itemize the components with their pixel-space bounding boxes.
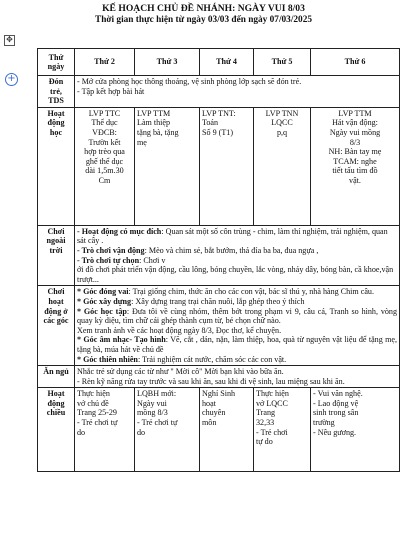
row-hoat-dong-hoc [38, 107, 400, 225]
muc-dich-line [77, 227, 397, 246]
chieu-cell-thu: Thực hiện vở LQCC Trang 32,33 - Trẻ chơi tự do [254, 388, 311, 472]
row-label-an-ngu: Ăn ngủ [38, 366, 75, 388]
goc-hoc-tap [77, 307, 397, 326]
row-choi-ngoai-troi [38, 225, 400, 286]
hoc-cell-tue: LVP TTM Làm thiệp tặng bà, tặng mẹ [135, 107, 200, 225]
van-dong-title: - Trò chơi vận động [77, 245, 145, 255]
table-move-handle-icon[interactable]: ✥ [4, 35, 15, 46]
page-subtitle: Thời gian thực hiện từ ngày 03/03 đến ngày 07/03/2025 [95, 15, 312, 25]
hoc-cell-thu: LVP TNN LQCC p,q [254, 107, 311, 225]
day-header-wed: Thứ 4 [200, 49, 254, 76]
goc-dong-vai-title: * Góc đóng vai [77, 287, 129, 297]
goc-xay-dung-text: : Xây dựng trang trại chăn nuôi, lắp ghép theo ý thích [131, 296, 305, 306]
hoc-cell-mon: LVP TTC Thể dục VĐCB: Trườn kết hợp trèo qua ghế thể dục dài 1,5m.30 Cm [75, 107, 135, 225]
choi-ngoai-troi-content [75, 225, 400, 286]
row-don-tre [38, 76, 400, 108]
hoc-cell-fri: LVP TTM Hát vận động: Ngày vui mồng 8/3 NH: Bàn tay mẹ TCAM: nghe tiết tấu tìm đồ vật. [311, 107, 400, 225]
muc-dich-text: : Quan sát một số côn trùng - chim, làm thí nghiệm, trải nghiệm, quan sát cây . [77, 226, 388, 246]
choi-goc-content [75, 286, 400, 366]
schedule-table [37, 48, 400, 472]
goc-hoc-tap-title: * Góc học tập [77, 306, 127, 316]
goc-am-nhac-title: * Góc âm nhạc- Tạo hình [77, 335, 166, 345]
day-header-tue: Thứ 3 [135, 49, 200, 76]
tu-chon-more: ới đồ chơi phát triển vận động, cầu lông, bóng chuyền, lắc vòng, nhảy dây, bóng bàn, cầ khoe,vận trượt... [77, 265, 394, 284]
tu-chon-text: : Chơi v [139, 255, 166, 265]
row-label-choi-ngoai-troi: Chơi ngoài trời [38, 225, 75, 286]
corner-cell: Thứ ngày [38, 49, 75, 76]
chieu-cell-fri: - Vui văn nghệ. - Lao động vệ sinh trong sân trường - Nêu gương. [311, 388, 400, 472]
don-tre-line: - Tập kết hợp bài hát [77, 86, 145, 96]
don-tre-line: - Mở cửa phòng học thông thoáng, vệ sinh phòng lớp sạch sẽ đón trẻ. [77, 77, 302, 86]
goc-dong-vai [77, 287, 397, 297]
chieu-cell-tue: LQBH mới: Ngày vui mồng 8/3 - Trẻ chơi tự do [135, 388, 200, 472]
goc-thien-nhien [77, 355, 397, 365]
goc-xay-dung [77, 297, 397, 307]
van-dong-text: : Mèo và chim sẻ, bắt bướm, thả đỉa ba ba, đua ngựa , [144, 245, 319, 255]
goc-am-nhac-text: : Vẽ, cắt , dán, nặn, làm thiệp, hoa, quà từ nguyên vật liệu để tặng mẹ, tặng bà, múa hát về chủ đề [77, 335, 398, 354]
day-header-mon: Thứ 2 [75, 49, 135, 76]
row-hoat-dong-chieu [38, 388, 400, 472]
page-title: KẾ HOẠCH CHỦ ĐỀ NHÁNH: NGÀY VUI 8/03 [102, 3, 305, 14]
an-ngu-line: Nhắc trẻ sử dụng các từ như " Mời cô" Mời bạn khi vào bữa ăn. [77, 367, 284, 377]
an-ngu-content [75, 366, 400, 388]
goc-xay-dung-title: * Góc xây dựng [77, 296, 132, 306]
goc-hoc-tap-more: Xem tranh ảnh về các hoạt động ngày 8/3, Đọc thơ, kể chuyện. [77, 325, 282, 335]
row-label-choi-goc: Chơi hoạt động ở các góc [38, 286, 75, 366]
van-dong-line [77, 246, 397, 256]
row-label-hoat-dong-hoc: Hoạt động học [38, 107, 75, 225]
goc-am-nhac [77, 335, 397, 354]
day-header-thu: Thứ 5 [254, 49, 311, 76]
row-choi-goc [38, 286, 400, 366]
tu-chon-line [77, 256, 397, 266]
row-label-don-tre: Đón trẻ, TDS [38, 76, 75, 108]
goc-dong-vai-text: : Trại giống chim, thức ăn cho các con vật, bác sĩ thú y, nhà hàng Chim câu. [128, 287, 374, 297]
chieu-cell-wed: Nghỉ Sinh hoạt chuyên môn [200, 388, 254, 472]
muc-dich-title: - Hoạt động có mục đích [77, 226, 162, 236]
day-header-fri: Thứ 6 [311, 49, 400, 76]
goc-thien-nhien-text: : Trải nghiệm cát nước, chăm sóc các con vật. [137, 354, 287, 364]
tu-chon-title: - Trò chơi tự chọn [77, 255, 140, 265]
an-ngu-line: - Rèn kỹ năng rửa tay trước và sau khi ăn, sau khi đi vệ sinh, lau miệng sau khi ăn. [77, 376, 345, 386]
chieu-cell-mon: Thực hiện vở chủ đề Trang 25-29 - Trẻ chơi tự do [75, 388, 135, 472]
goc-thien-nhien-title: * Góc thiên nhiên [77, 354, 138, 364]
row-an-ngu [38, 366, 400, 388]
header-row [38, 49, 400, 76]
goc-hoc-tap-text: : Đưa tôi về cùng nhóm, thêm bớt trong phạm vi 9, câu cá, Tranh so hình, vòng quay kỳ diệu, tìm chữ cái ghép thành cụm từ, bé chọn chữ nào. [77, 306, 398, 326]
hoc-cell-wed: LVP TNT: Toán Số 9 (T1) [200, 107, 254, 225]
row-label-hoat-dong-chieu: Hoạt động chiều [38, 388, 75, 472]
add-row-icon[interactable]: + [5, 73, 18, 86]
don-tre-content [75, 76, 400, 108]
